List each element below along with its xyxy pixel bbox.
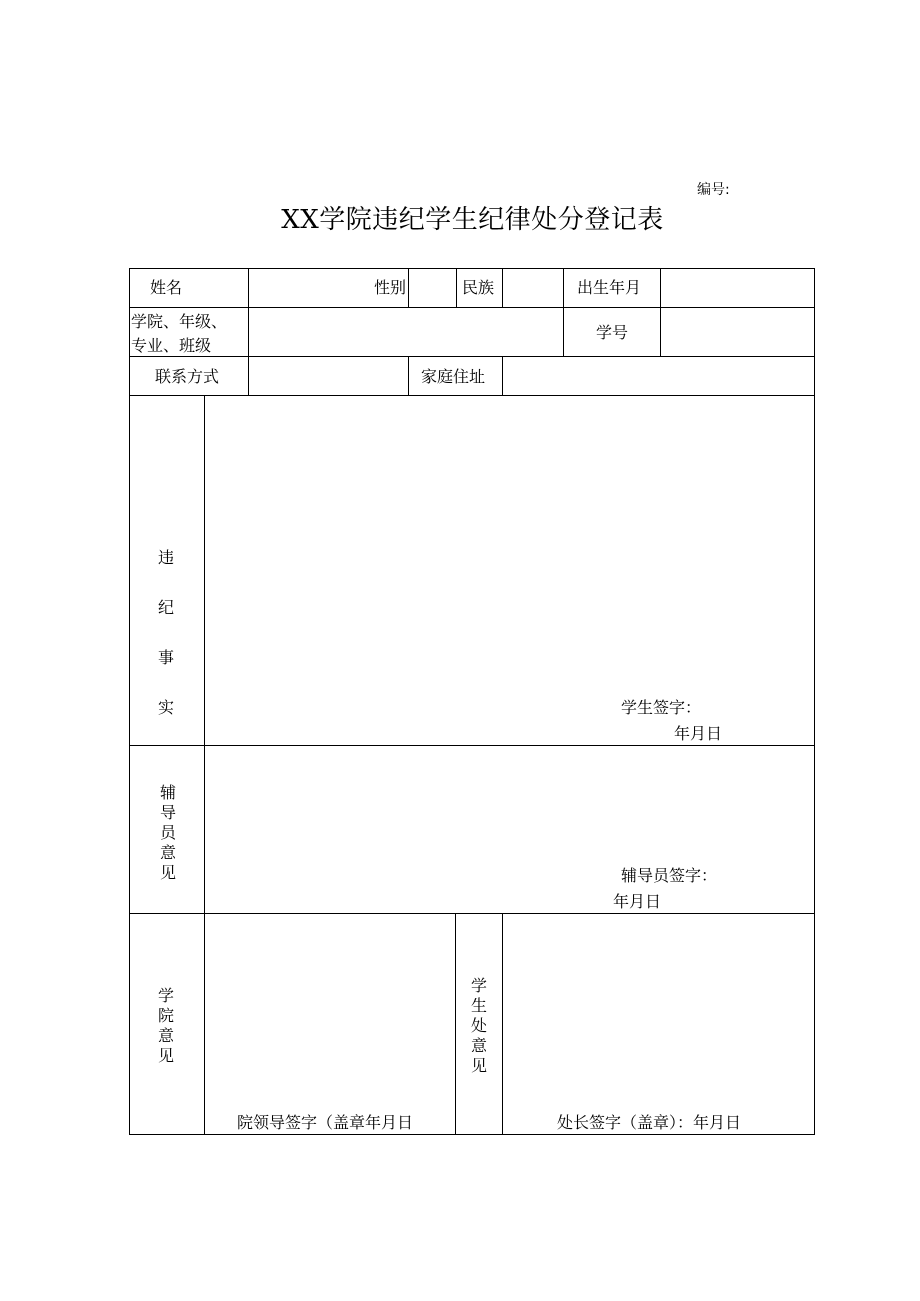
student-signature-label: 学生签字： (621, 698, 702, 717)
college-opinion-char: 意 (157, 1026, 174, 1045)
college-opinion-label (156, 986, 176, 1066)
affairs-char: 意 (470, 1036, 487, 1055)
counselor-char: 见 (159, 863, 176, 882)
name-label: 姓名 (150, 278, 183, 297)
ethnicity-label: 民族 (462, 278, 495, 297)
address-label: 家庭住址 (421, 367, 486, 386)
counselor-char: 意 (159, 843, 176, 862)
page-title: XX学院违纪学生纪律处分登记表 (281, 205, 664, 235)
facts-char: 纪 (157, 598, 174, 617)
counselor-char: 导 (159, 803, 176, 822)
student-affairs-opinion-label (469, 976, 489, 1076)
student-date-label: 年月日 (674, 724, 723, 743)
counselor-char: 辅 (159, 783, 176, 802)
affairs-char: 生 (470, 996, 487, 1015)
facts-char: 事 (157, 648, 174, 667)
college-opinion-char: 见 (157, 1046, 174, 1065)
counselor-opinion-label (158, 783, 178, 883)
counselor-date-label: 年月日 (613, 892, 662, 911)
college-grade-label-line2: 专业、班级 (131, 336, 212, 355)
violation-facts-label (156, 548, 176, 748)
contact-label: 联系方式 (155, 367, 220, 386)
affairs-char: 见 (470, 1056, 487, 1075)
birth-date-label: 出生年月 (577, 278, 642, 297)
counselor-signature-label: 辅导员签字： (621, 866, 718, 885)
facts-char: 实 (157, 698, 174, 717)
counselor-char: 员 (159, 823, 176, 842)
college-grade-label-line1: 学院、年级、 (131, 312, 228, 331)
student-id-label: 学号 (596, 323, 629, 342)
affairs-char: 处 (470, 1016, 487, 1035)
director-signature-label: 处长签字（盖章）：年月日 (557, 1113, 742, 1132)
college-opinion-char: 院 (157, 1006, 174, 1025)
college-leader-signature-label: 院领导签字（盖章年月日 (237, 1113, 414, 1132)
gender-label: 性别 (374, 278, 407, 297)
affairs-char: 学 (470, 976, 487, 995)
serial-number-label: 编号: (697, 182, 730, 198)
college-opinion-char: 学 (157, 986, 174, 1005)
facts-char: 违 (157, 548, 174, 567)
